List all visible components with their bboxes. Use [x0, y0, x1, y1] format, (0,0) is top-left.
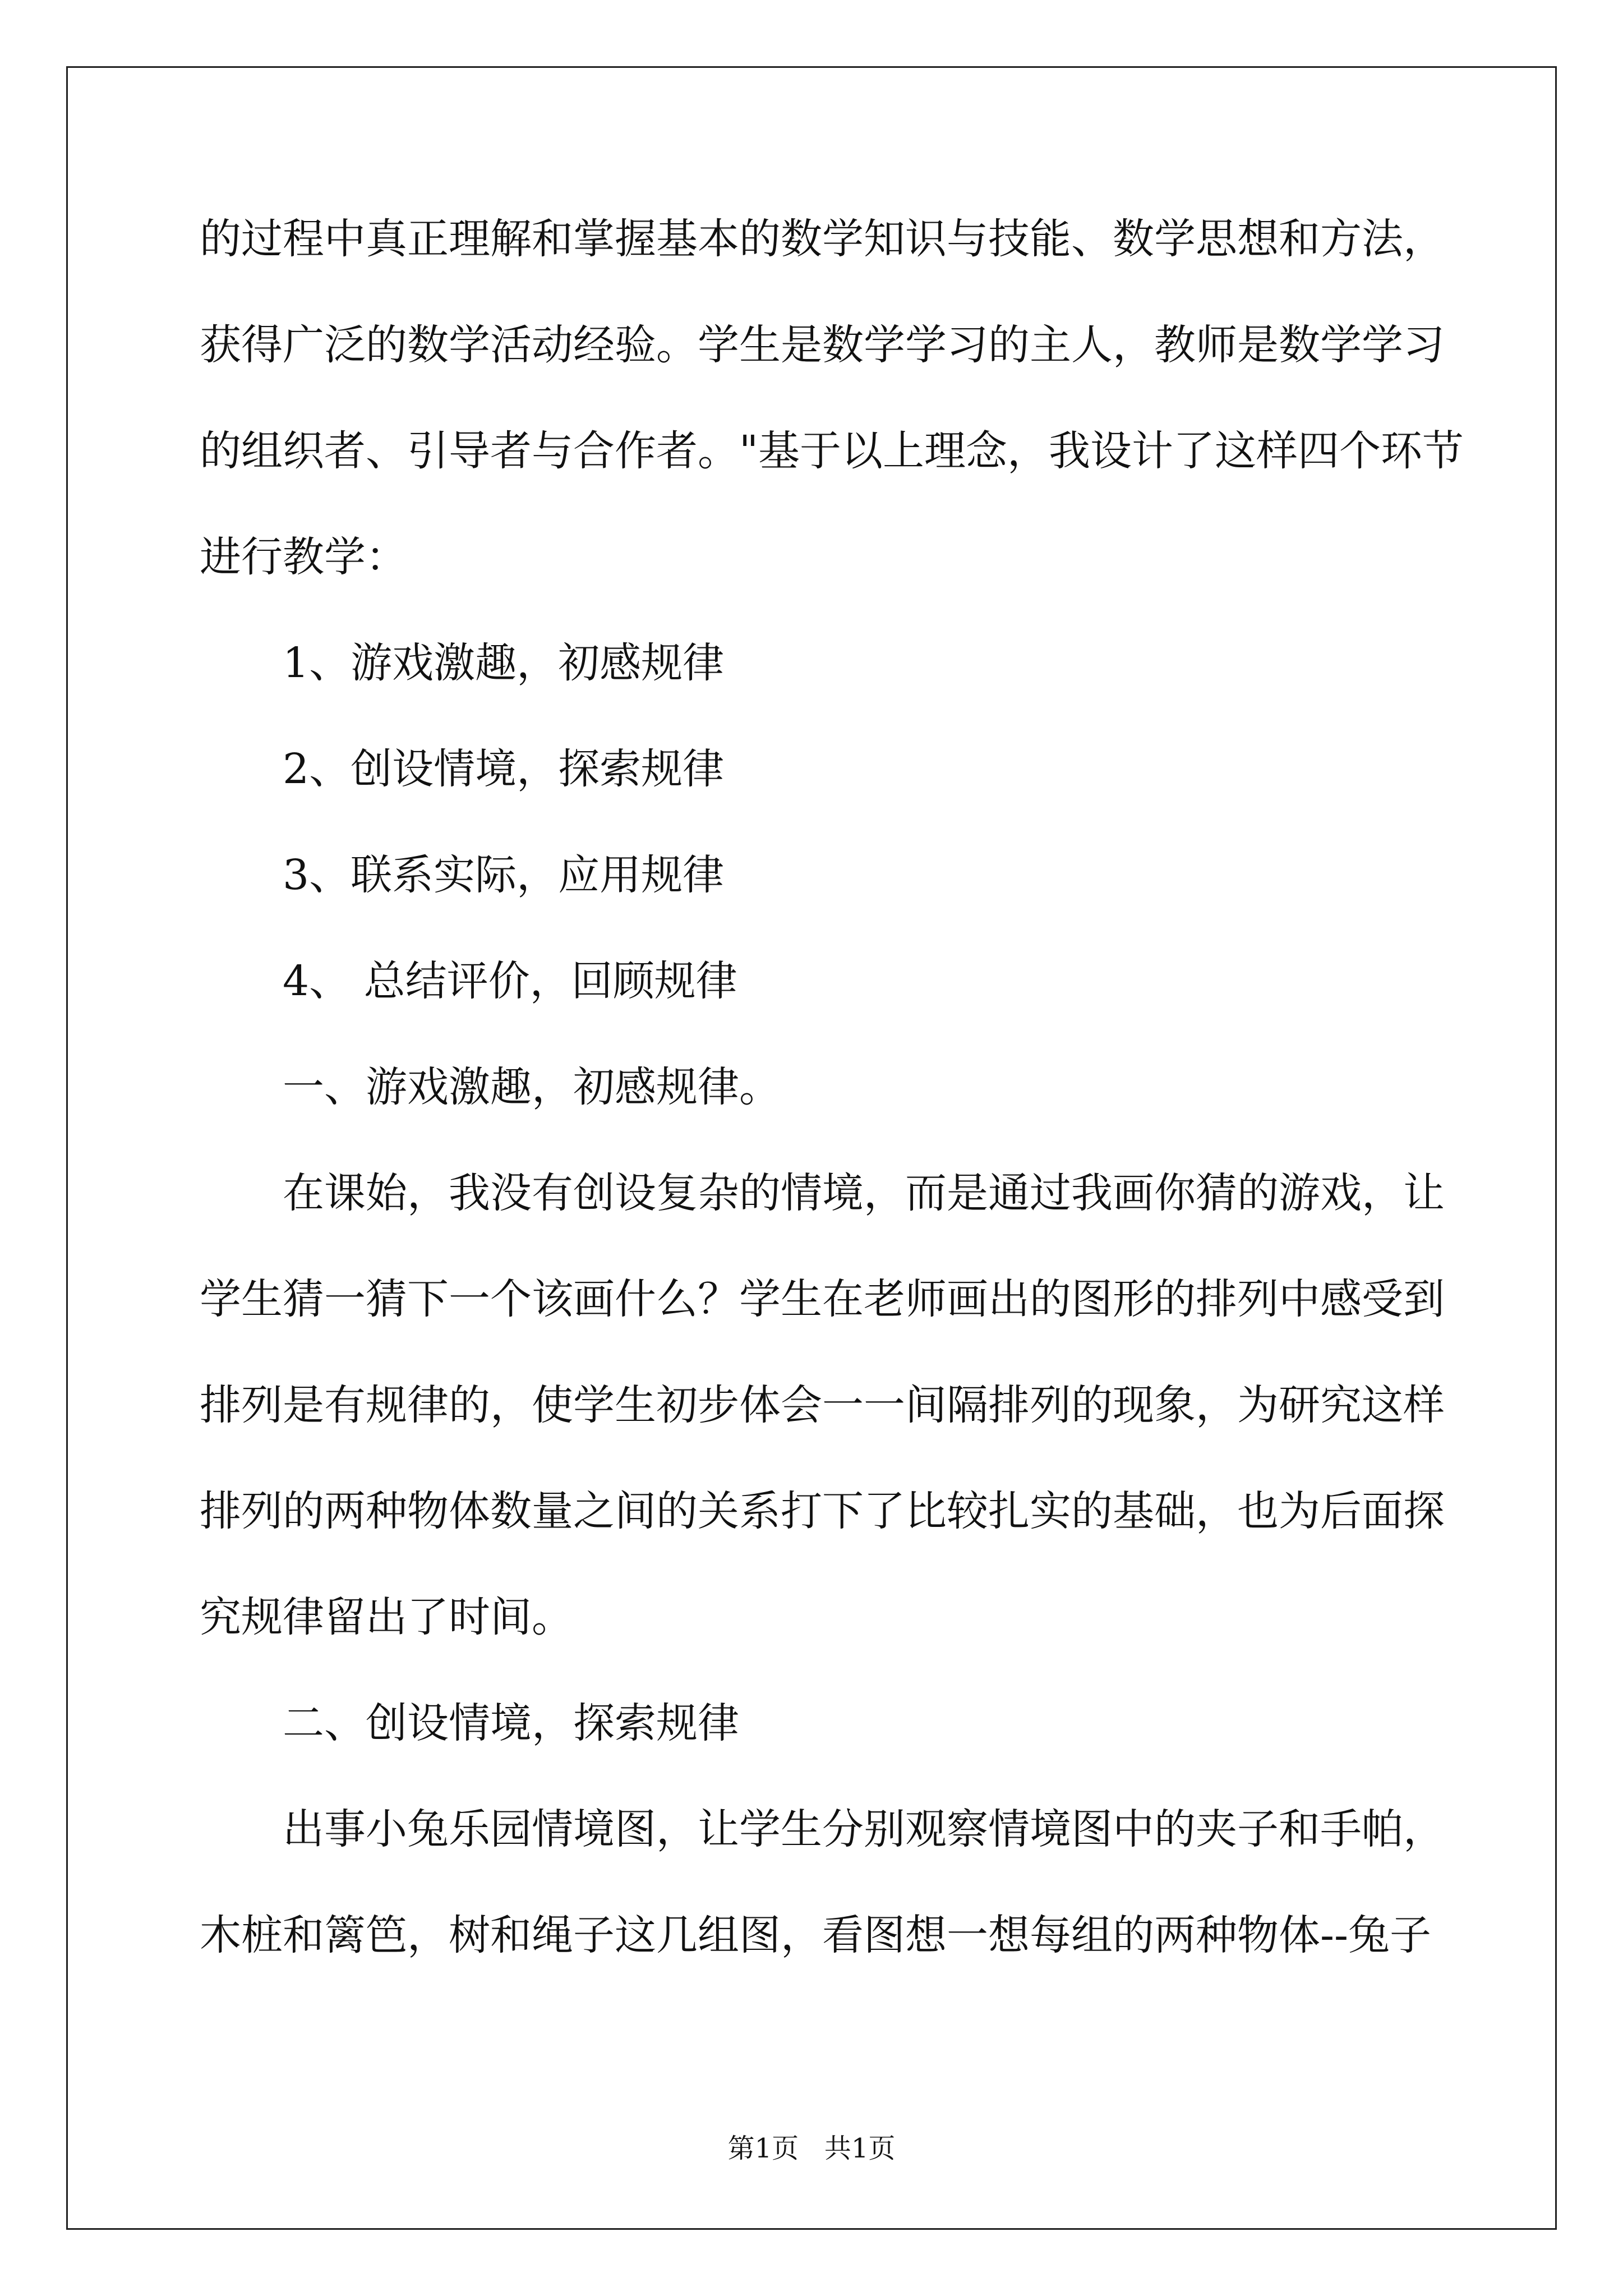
page-footer: 第1页 共1页 — [727, 2133, 896, 2164]
paragraph-line: 的过程中真正理解和掌握基本的数学知识与技能、数学思想和方法， — [200, 215, 1445, 263]
list-item: 2、创设情境，探索规律 — [283, 745, 725, 793]
list-item: 3、联系实际，应用规律 — [283, 851, 725, 899]
section-heading: 一、游戏激趣，初感规律。 — [283, 1063, 781, 1111]
paragraph-line: 排列的两种物体数量之间的关系打下了比较扎实的基础，也为后面探 — [200, 1487, 1445, 1535]
paragraph-line: 排列是有规律的，使学生初步体会一一间隔排列的现象，为研究这样 — [200, 1381, 1445, 1429]
section-heading: 二、创设情境，探索规律 — [283, 1699, 739, 1747]
paragraph-line: 木桩和篱笆，树和绳子这几组图，看图想一想每组的两种物体--兔子 — [200, 1911, 1432, 1959]
paragraph-line: 在课始，我没有创设复杂的情境，而是通过我画你猜的游戏，让 — [283, 1169, 1445, 1217]
paragraph-line: 进行教学： — [200, 533, 407, 581]
paragraph-line: 出事小兔乐园情境图，让学生分别观察情境图中的夹子和手帕， — [283, 1805, 1445, 1853]
paragraph-line: 获得广泛的数学活动经验。学生是数学学习的主人，教师是数学学习 — [200, 321, 1445, 369]
list-item: 1、游戏激趣，初感规律 — [283, 639, 725, 687]
paragraph-line: 究规律留出了时间。 — [200, 1593, 573, 1641]
paragraph-line: 的组织者、引导者与合作者。"基于以上理念，我设计了这样四个环节 — [200, 427, 1464, 475]
paragraph-line: 学生猜一猜下一个该画什么？学生在老师画出的图形的排列中感受到 — [200, 1275, 1445, 1323]
list-item: 4、 总结评价，回顾规律 — [283, 957, 737, 1005]
document-body — [200, 212, 1464, 1962]
